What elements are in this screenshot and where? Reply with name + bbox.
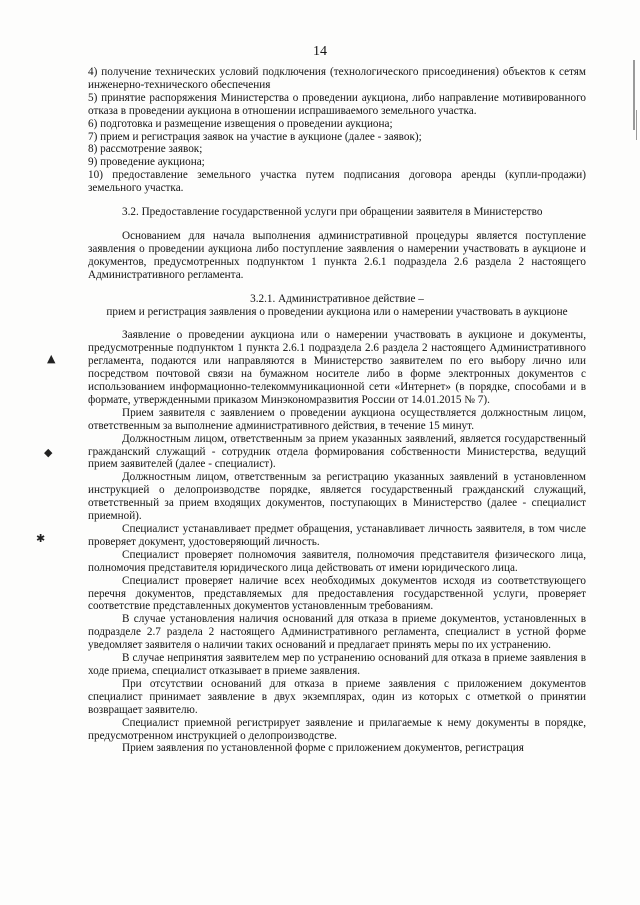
paragraph: Специалист проверяет наличие всех необходимых документов исходя из соответствующего перечня документов, представляемых для предоставления государственной услуги, проверяет соответствие представленных документов установленным требованиям. [88,574,586,613]
list-item: 7) прием и регистрация заявок на участие в аукционе (далее - заявок); [88,130,422,143]
section-intro: Основанием для начала выполнения административной процедуры является поступление заявления о проведении аукциона либо поступление заявления о намерении участвовать в аукционе и документов, предусмотренных подпунктом 1 пункта 2.6.1 подраздела 2.6 раздела 2 настоящего Административного регламента. [88,229,586,281]
action-heading: 3.2.1. Административное действие – [250,292,424,305]
paragraph: В случае установления наличия оснований для отказа в приеме документов, установленных в подразделе 2.7 раздела 2 настоящего Административного регламента, специалист в устной форме уведомляет заявителя о наличии таких оснований и предлагает принять меры по их устранению. [88,613,586,652]
margin-mark-icon: ▲ [47,352,56,365]
list-item: 5) принятие распоряжения Министерства о проведении аукциона, либо направление мотивированного отказа в проведении аукциона в отношении испрашиваемого земельного участка. [88,91,586,117]
list-item: 10) предоставление земельного участка путем подписания договора аренды (купли-продажи) земельного участка. [88,169,586,195]
paragraph: Специалист приемной регистрирует заявление и прилагаемые к нему документы в порядке, предусмотренном инструкцией о делопроизводстве. [88,716,586,742]
paragraph: При отсутствии оснований для отказа в приеме заявления с приложением документов специалист принимает заявление в двух экземплярах, один из которых с отметкой о принятии возвращает заявителю. [88,677,586,716]
page-number: 14 [313,44,327,59]
paragraph: Должностным лицом, ответственным за регистрацию указанных заявлений в установленном инструкцией о делопроизводстве порядке, является государственный гражданский служащий, ответственный за прием входящих документов, поступающих в Министерство (далее - специалист приемной). [88,471,586,523]
margin-mark-icon: ✱ [36,532,46,545]
list-item: 6) подготовка и размещение извещения о проведении аукциона; [88,117,393,130]
action-subheading: прием и регистрация заявления о проведении аукциона или о намерении участвовать в аукционе [106,305,568,318]
paragraph: Должностным лицом, ответственным за прием указанных заявлений, является государственный гражданский служащий - сотрудник отдела формирования собственности Министерства, ведущий прием заявителей (далее - специалист). [88,432,586,471]
paragraph: Специалист проверяет полномочия заявителя, полномочия представителя физического лица, полномочия представителя юридического лица действовать от имени юридического лица. [88,548,586,574]
paragraph: Прием заявления по установленной форме с приложением документов, регистрация [122,742,524,755]
paragraph: Заявление о проведении аукциона или о намерении участвовать в аукционе и документы, предусмотренные подпунктом 1 пункта 2.6.1 подраздела 2.6 раздела 2 настоящего Административного регламента, подаются или направляются в Министерство заявителем по его выбору лично или посредством почтовой связи на бумажном носителе либо в форме электронных документов с использованием информационно-телекоммуникационной сети «Интернет» (в порядке, способами и в формате, утвержденными приказом Минэкономразвития России от 14.01.2015 № 7). [88,329,586,406]
list-item: 8) рассмотрение заявок; [88,143,203,156]
document-body [88,66,586,755]
list-item: 9) проведение аукциона; [88,156,205,169]
scan-edge-shadow [636,110,637,140]
list-item: 4) получение технических условий подключения (технологического присоединения) объектов к сетям инженерно-технического обеспечения [88,66,586,91]
margin-mark-icon: ◆ [44,446,53,459]
paragraph: В случае непринятия заявителем мер по устранению оснований для отказа в приеме заявления в ходе приема, специалист отказывает в приеме заявления. [88,652,586,677]
paragraph: Прием заявителя с заявлением о проведении аукциона осуществляется должностным лицом, ответственным за выполнение административного действия, в течение 15 минут. [88,406,586,432]
paragraph: Специалист устанавливает предмет обращения, устанавливает личность заявителя, в том числе проверяет документ, удостоверяющий личность. [88,523,586,548]
scan-edge-shadow [633,60,635,130]
section-title: 3.2. Предоставление государственной услуги при обращении заявителя в Министерство [122,206,543,219]
